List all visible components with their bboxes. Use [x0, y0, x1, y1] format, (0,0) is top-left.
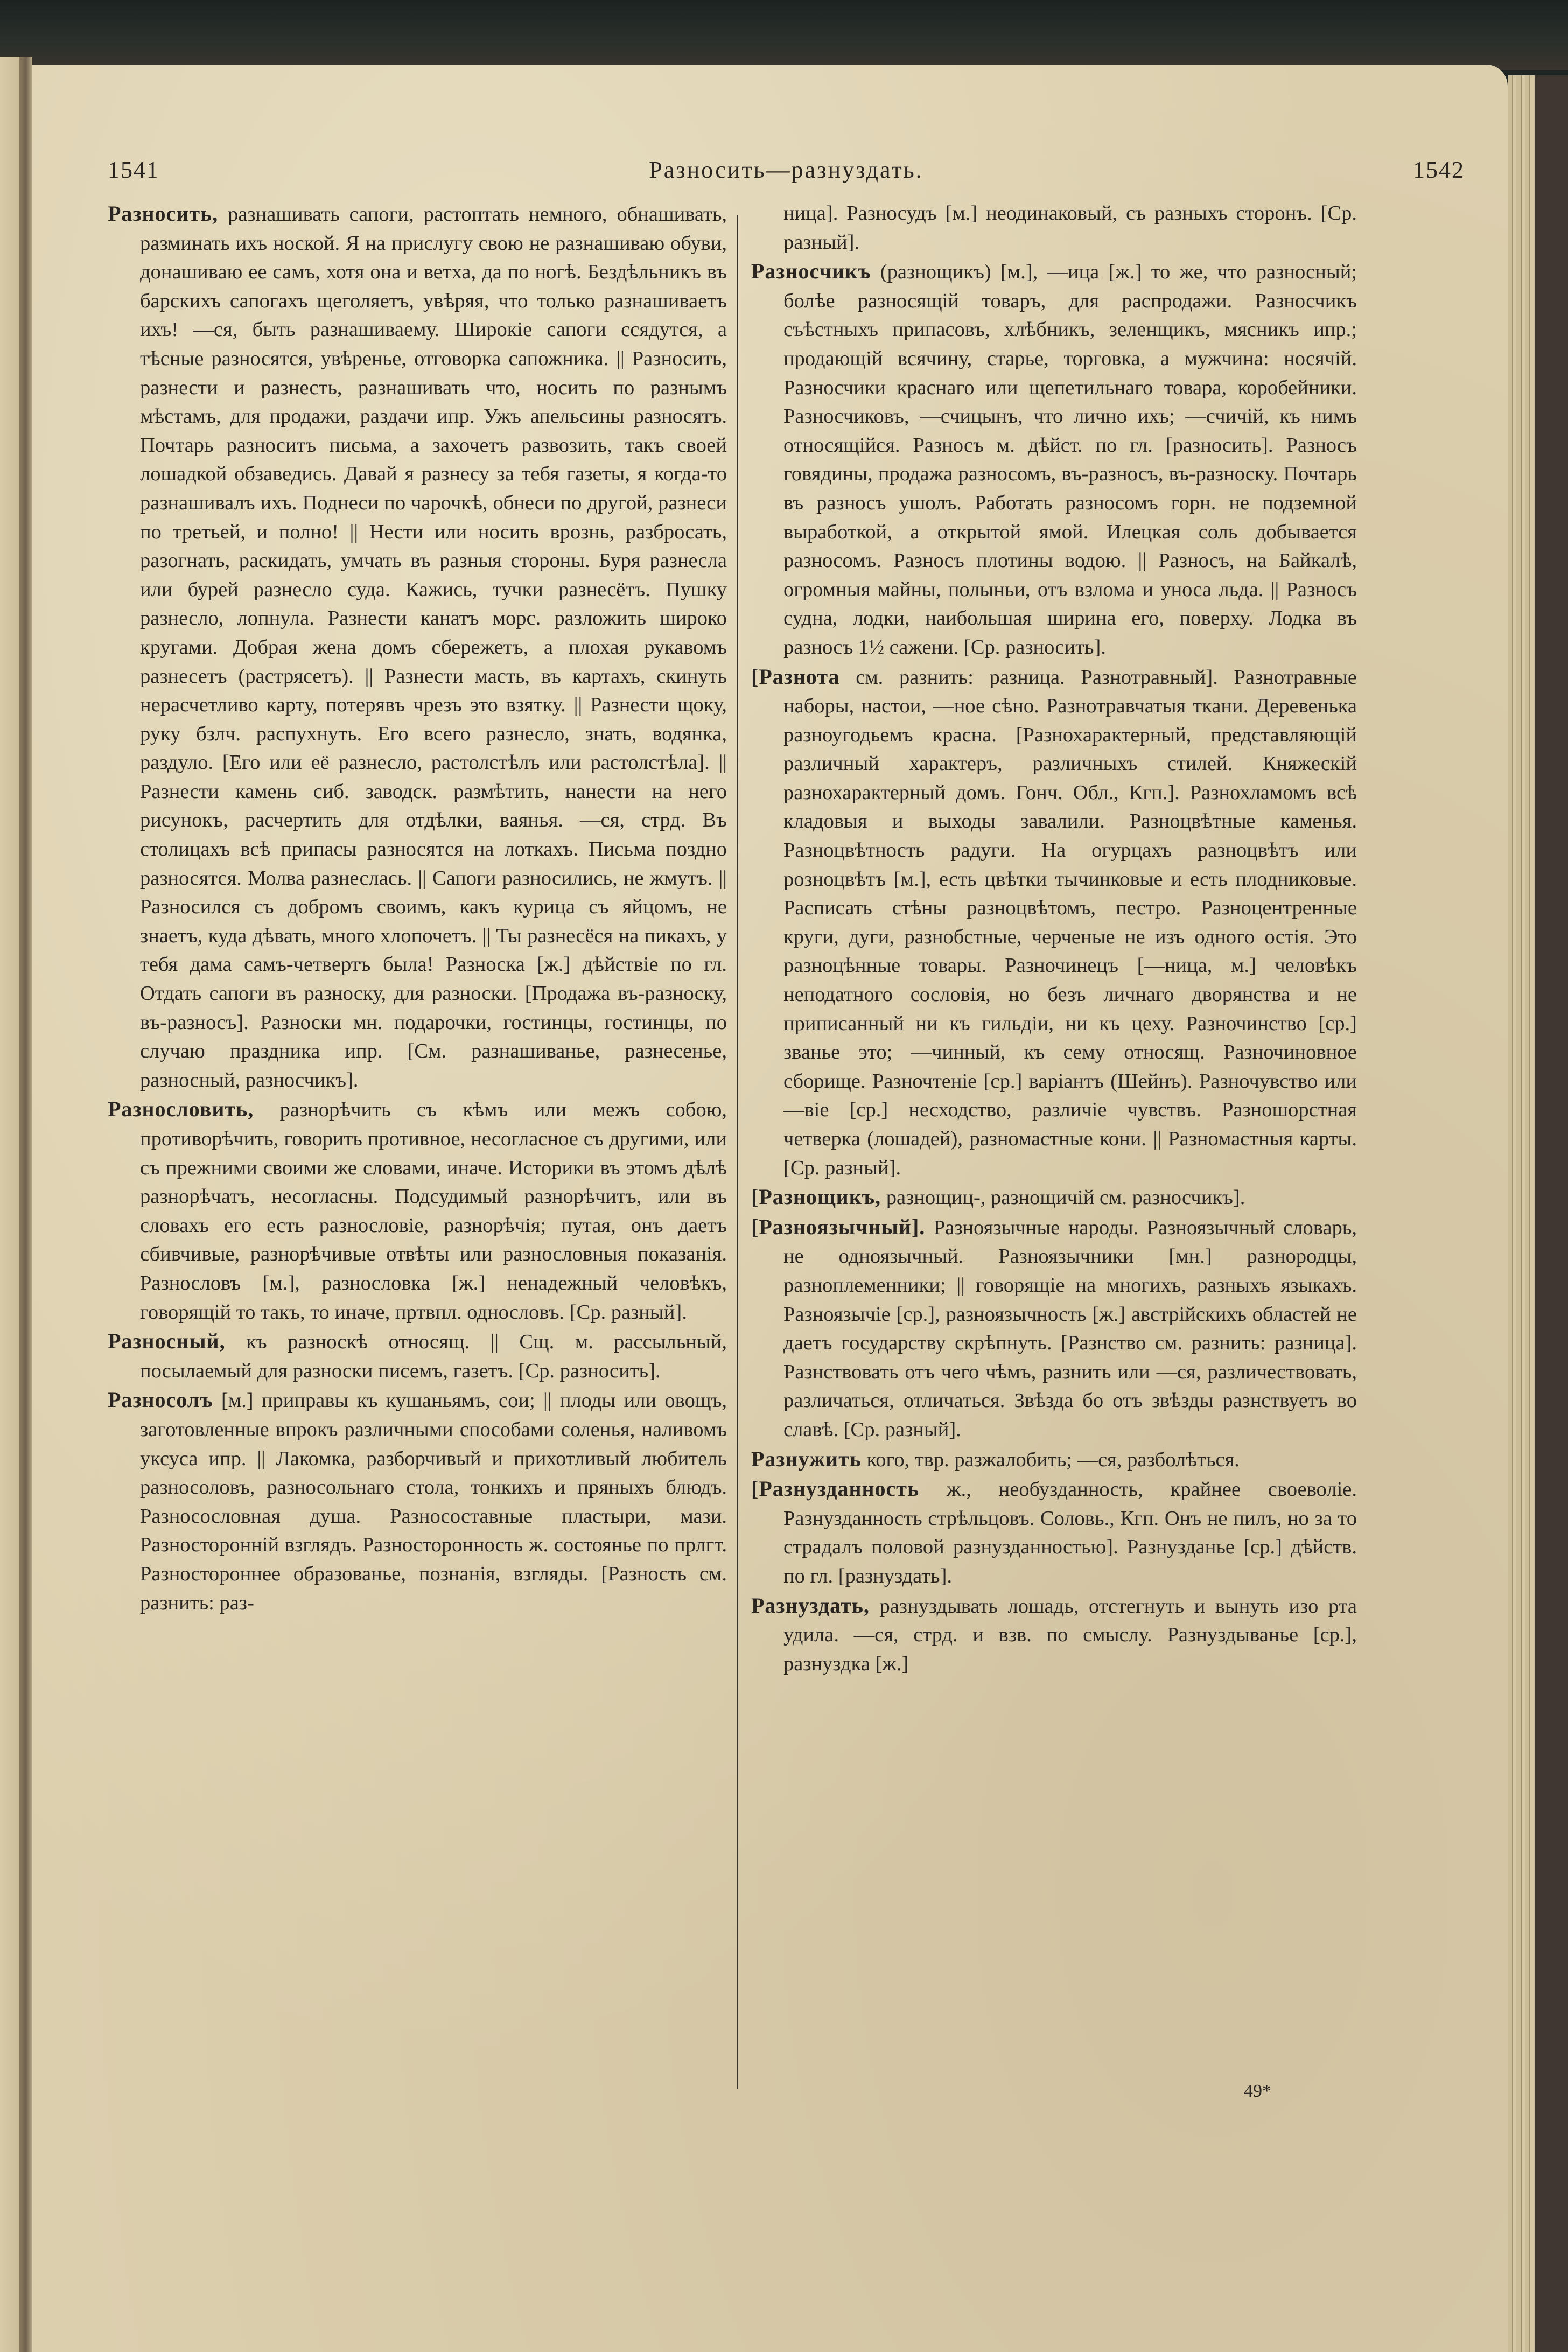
running-title: Разносить—разнуздать. [649, 157, 923, 183]
entry-text: разнощиц-, разнощичій см. разносчикъ]. [886, 1186, 1245, 1209]
book-gutter [19, 57, 32, 2352]
entry-text: ж., необузданность, крайнее своеволіе. Разнузданность стрѣльцовъ. Соловь., Кгп. Онъ не пилъ, но за то страдалъ половой разнузданностью]. Разнузданье [ср.] дѣйств. по гл. [разнуздать]. [783, 1478, 1357, 1587]
dictionary-entry [751, 1474, 1357, 1591]
headword: [Разнощикъ, [751, 1185, 881, 1209]
page-edges [1508, 75, 1535, 2352]
headword: Разнуздать, [751, 1593, 870, 1618]
entry-text: кого, твр. разжалобить; —ся, разболѣться. [866, 1448, 1240, 1471]
dictionary-entry [108, 1327, 727, 1385]
column-divider [737, 215, 738, 2089]
dictionary-entry [108, 1095, 727, 1327]
headword: [Разнузданность [751, 1476, 920, 1501]
dictionary-entry [108, 199, 727, 1095]
dictionary-entry [751, 1445, 1357, 1475]
headword: Разнужить [751, 1446, 862, 1471]
dictionary-entry [751, 1182, 1357, 1213]
headword: [Разнота [751, 664, 840, 689]
entry-text: разнашивать сапоги, растоптать немного, обнашивать, разминать ихъ ноской. Я на прислугу свою не разнашиваю обуви, донашиваю ее самъ, хотя она и ветха, да по ногѣ. Бездѣльникъ въ барскихъ сапогахъ щеголяетъ, увѣряя, что только разнашиваетъ ихъ! —ся, быть разнашиваему. Широкіе сапоги ссядутся, а тѣсные разносятся, увѣренье, отговорка сапожника. || Разносить, разнести и разнесть, разнашивать что, носить по разнымъ мѣстамъ, для продажи, раздачи ипр. Ужъ апельсины разносятъ. Почтарь разноситъ письма, а захочетъ развозить, такъ своей лошадкой обзаведись. Давай я разнесу за тебя газеты, я когда-то разнашивалъ ихъ. Поднеси по чарочкѣ, обнеси по другой, разнеси по третьей, и полно! || Нести или носить врознь, разбросать, разогнать, раскидать, умчать въ разныя стороны. Буря разнесла или бурей разнесло суда. Кажись, тучки разнесётъ. Пушку разнесло, лопнула. Разнести канатъ морс. разложить широко кругами. Добрая жена домъ сбережетъ, а плохая рукавомъ разнесетъ (растрясетъ). || Разнести масть, въ картахъ, скинуть нерасчетливо карту, потерявъ чрезъ это взятку. || Разнести щоку, руку бзлч. распухнуть. Его всего разнесло, знать, водянка, раздуло. [Его или её разнесло, растолстѣлъ или растолстѣла]. || Разнести камень сиб. заводск. размѣтить, нанести на него рисунокъ, расчертить для отдѣлки, ваянья. —ся, стрд. Въ столицахъ всѣ припасы разносятся на лоткахъ. Письма поздно разносятся. Молва разнеслась. || Сапоги разносились, не жмутъ. || Разносился съ добромъ своимъ, какъ курица съ яйцомъ, не знаетъ, куда дѣвать, много хлопочетъ. || Ты разнесёся на пикахъ, у тебя дама самъ-четвертъ была! Разноска [ж.] дѣйствіе по гл. Отдать сапоги въ разноску, для разноски. [Продажа въ-разноску, въ-разносъ]. Разноски мн. подарочки, гостинцы, гостинцы, по случаю праздника ипр. [См. разнашиванье, разнесенье, разносный, разносчикъ]. [140, 203, 727, 1091]
dictionary-entry [751, 1213, 1357, 1445]
page-number-left: 1541 [108, 157, 159, 183]
dictionary-entry [751, 1591, 1357, 1679]
entry-text: Разноязычные народы. Разноязычный словарь, не одноязычный. Разноязычники [мн.] разнородцы, разноплеменники; || говорящіе на многихъ, разныхъ языкахъ. Разноязычіе [ср.], разноязычность [ж.] австрійскихъ областей не даетъ государству скрѣпнуть. [Разнство см. разнить: разница]. Разнствовать отъ чего чѣмъ, разнить или —ся, различествовать, различаться, отличаться. Звѣзда бо отъ звѣзды разнствуетъ во славѣ. [Ср. разный]. [783, 1216, 1357, 1441]
dictionary-entry [751, 257, 1357, 662]
entry-text: [м.] приправы къ кушаньямъ, сои; || плоды или овощъ, заготовленные впрокъ различными способами соленья, наливомъ уксуса ипр. || Лакомка, разборчивый и прихотливый любитель разносоловъ, разносольнаго стола, тонкихъ и пряныхъ блюдъ. Разносословная душа. Разносоставные пластыри, мази. Разносторонній взглядъ. Разносторонность ж. состоянье по прлгт. Разностороннее образованье, познанія, взгляды. [Разность см. разнить: раз- [140, 1389, 727, 1614]
signature-mark: 49* [1244, 2081, 1271, 2101]
background-right [1535, 75, 1568, 2352]
headword: Разносить, [108, 201, 219, 226]
page-number-right: 1542 [1413, 157, 1465, 183]
dictionary-entry [108, 1385, 727, 1618]
headword: Разносчикъ [751, 259, 871, 284]
headword: Разносолъ [108, 1388, 213, 1412]
running-header [108, 156, 1465, 194]
dictionary-entry-continued [751, 199, 1357, 257]
entry-text: ница]. Разносудъ [м.] неодинаковый, съ разныхъ сторонъ. [Ср. разный]. [783, 202, 1357, 254]
headword: Разнословить, [108, 1097, 254, 1122]
entry-text: къ разноскѣ относящ. || Сщ. м. рассыльный, посылаемый для разноски писемъ, газетъ. [Ср. разносить]. [140, 1331, 727, 1382]
left-column [108, 199, 727, 1618]
dictionary-entry [751, 662, 1357, 1183]
background-top [0, 0, 1568, 70]
headword: [Разноязычный]. [751, 1214, 926, 1239]
headword: Разносный, [108, 1329, 226, 1354]
right-column [751, 199, 1357, 1678]
entry-text: разнуздывать лошадь, отстегнуть и вынуть изо рта удила. —ся, стрд. и взв. по смыслу. Разнуздыванье [ср.], разнуздка [ж.] [783, 1594, 1357, 1675]
previous-page-edge [0, 57, 19, 2352]
entry-text: разнорѣчить съ кѣмъ или межъ собою, противорѣчить, говорить противное, несогласное съ другими, или съ прежними своими же словами, иначе. Историки въ этомъ дѣлѣ разнорѣчатъ, несогласны. Подсудимый разнорѣчитъ, или въ словахъ его есть разнословіе, разнорѣчія; путая, онъ даетъ сбивчивые, разнорѣчивые отвѣты или разнословныя показанія. Разнословъ [м.], разнословка [ж.] ненадежный человѣкъ, говорящій то такъ, то иначе, пртвпл. однословъ. [Ср. разный]. [140, 1098, 727, 1324]
entry-text: (разнощикъ) [м.], —ица [ж.] то же, что разносный; болѣе разносящій товаръ, для распродажи. Разносчикъ съѣстныхъ припасовъ, хлѣбникъ, зеленщикъ, мясникъ ипр.; продающій всячину, старье, торговка, а мужчина: носячій. Разносчики краснаго или щепетильнаго товара, коробейники. Разносчиковъ, —счицынъ, что лично ихъ; —счичій, къ нимъ относящійся. Разносъ м. дѣйст. по гл. [разносить]. Разносъ говядины, продажа разносомъ, въ-разносъ, въ-разноску. Почтарь въ разносъ ушолъ. Работать разносомъ горн. не подземной выработкой, а открытой ямой. Илецкая соль добывается разносомъ. Разносъ плотины водою. || Разносъ, на Байкалѣ, огромныя майны, полыньи, отъ взлома и уноса льда. || Разносъ судна, лодки, наибольшая ширина его, поверху. Лодка въ разносъ 1½ сажени. [Ср. разносить]. [783, 261, 1357, 659]
entry-text: см. разнить: разница. Разнотравный]. Разнотравные наборы, настои, —ное сѣно. Разнотравчатыя ткани. Деревенька разноугодьемъ красна. [Разнохарактерный, представляющій различный характеръ, различныхъ стилей. Княжескій разнохарактерный домъ. Гонч. Обл., Кгп.]. Разнохламомъ всѣ кладовыя и выходы завалили. Разноцвѣтные каменья. Разноцвѣтность радуги. На огурцахъ разноцвѣтъ или розноцвѣтъ [м.], есть цвѣтки тычинковые и есть плодниковые. Расписать стѣны разноцвѣтомъ, пестро. Разноцентренные круги, дуги, разнобстные, черченые не изъ одного остія. Это разноцѣнные товары. Разночинецъ [—ница, м.] человѣкъ неподатного сословія, но безъ личнаго дворянства и не приписанный ни къ гильдіи, ни къ цеху. Разночинство [ср.] званье это; —чинный, къ сему относящ. Разночиновное сборище. Разночтеніе [ср.] варіантъ (Шейнъ). Разночувство или —віе [ср.] несходство, различіе чувствъ. Разношорстная четверка (лошадей), разномастные кони. || Разномастныя карты. [Ср. разный]. [783, 666, 1357, 1179]
